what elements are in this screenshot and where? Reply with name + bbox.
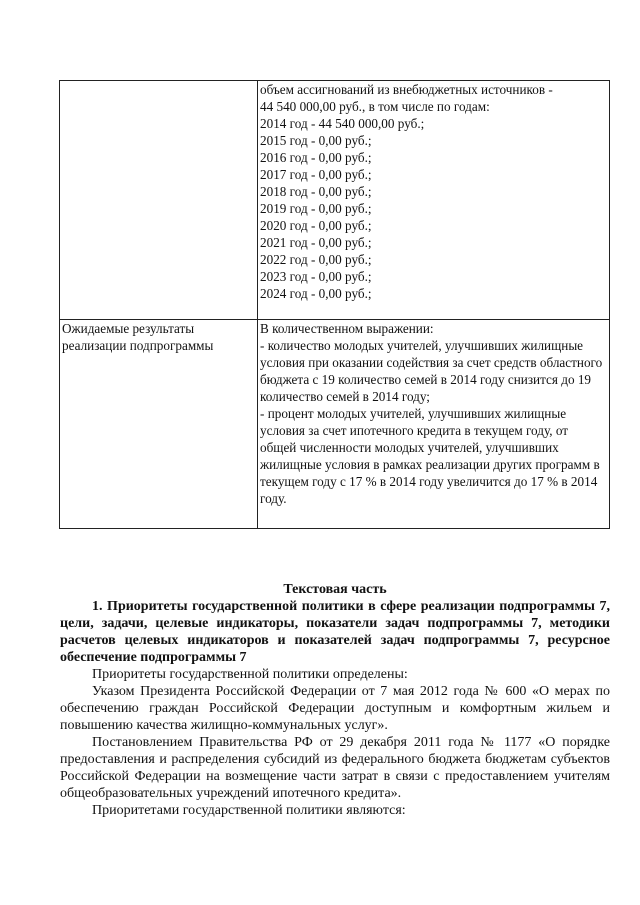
paragraph: Приоритетами государственной политики являются: bbox=[92, 803, 406, 818]
expected-results-cell bbox=[258, 320, 610, 529]
funding-line: 2014 год - 44 540 000,00 руб.; bbox=[260, 116, 425, 131]
paragraph: Приоритеты государственной политики определены: bbox=[92, 667, 408, 682]
funding-line: 2016 год - 0,00 руб.; bbox=[260, 150, 372, 165]
funding-line: 2024 год - 0,00 руб.; bbox=[260, 286, 372, 301]
funding-line: 44 540 000,00 руб., в том числе по годам: bbox=[260, 99, 490, 114]
funding-line: 2019 год - 0,00 руб.; bbox=[260, 201, 372, 216]
section-heading: 1. Приоритеты государственной политики в сфере реализации подпрограммы 7, цели, задачи, целевые индикаторы, показатели задач подпрограммы 7, методики расчетов целевых индикаторов и показателей задач подпрограммы 7, ресурсное обеспечение подпрограммы 7 bbox=[60, 599, 610, 665]
funding-line: объем ассигнований из внебюджетных источников - bbox=[260, 82, 553, 97]
paragraph: Постановлением Правительства РФ от 29 декабря 2011 года № 1177 «О порядке предоставления и распределения субсидий из федерального бюджета бюджетам субъектов Российской Федерации на возмещение части затрат в связи с предоставлением учителям общеобразовательных учреждений ипотечного кредита». bbox=[60, 735, 610, 801]
row1-label-cell bbox=[60, 81, 258, 320]
results-intro: В количественном выражении: bbox=[260, 321, 434, 336]
section-body bbox=[60, 598, 610, 819]
funding-line: 2018 год - 0,00 руб.; bbox=[260, 184, 372, 199]
table-row bbox=[60, 81, 610, 320]
funding-line: 2020 год - 0,00 руб.; bbox=[260, 218, 372, 233]
funding-cell bbox=[258, 81, 610, 320]
results-item: - процент молодых учителей, улучшивших жилищные условия за счет ипотечного кредита в текущем году, от общей численности молодых учителей, улучшивших жилищные условия в рамках реализации других программ в текущем году с 17 % в 2014 году увеличится до 17 % в 2014 году. bbox=[260, 406, 600, 506]
paragraph: Указом Президента Российской Федерации от 7 мая 2012 года № 600 «О мерах по обеспечению граждан Российской Федерации доступным и комфортным жильем и повышению качества жилищно-коммунальных услуг». bbox=[60, 684, 610, 733]
funding-line: 2023 год - 0,00 руб.; bbox=[260, 269, 372, 284]
results-item: - количество молодых учителей, улучшивших жилищные условия при оказании содействия за счет средств областного бюджета с 19 количество семей в 2014 году снизится до 19 количество семей в 2014 году; bbox=[260, 338, 603, 404]
table-row bbox=[60, 320, 610, 529]
section-title: Текстовая часть bbox=[283, 582, 387, 597]
subprogram-passport-table bbox=[59, 80, 610, 529]
funding-line: 2015 год - 0,00 руб.; bbox=[260, 133, 372, 148]
expected-results-label: Ожидаемые результаты реализации подпрограммы bbox=[60, 320, 258, 529]
funding-line: 2021 год - 0,00 руб.; bbox=[260, 235, 372, 250]
funding-line: 2017 год - 0,00 руб.; bbox=[260, 167, 372, 182]
funding-line: 2022 год - 0,00 руб.; bbox=[260, 252, 372, 267]
